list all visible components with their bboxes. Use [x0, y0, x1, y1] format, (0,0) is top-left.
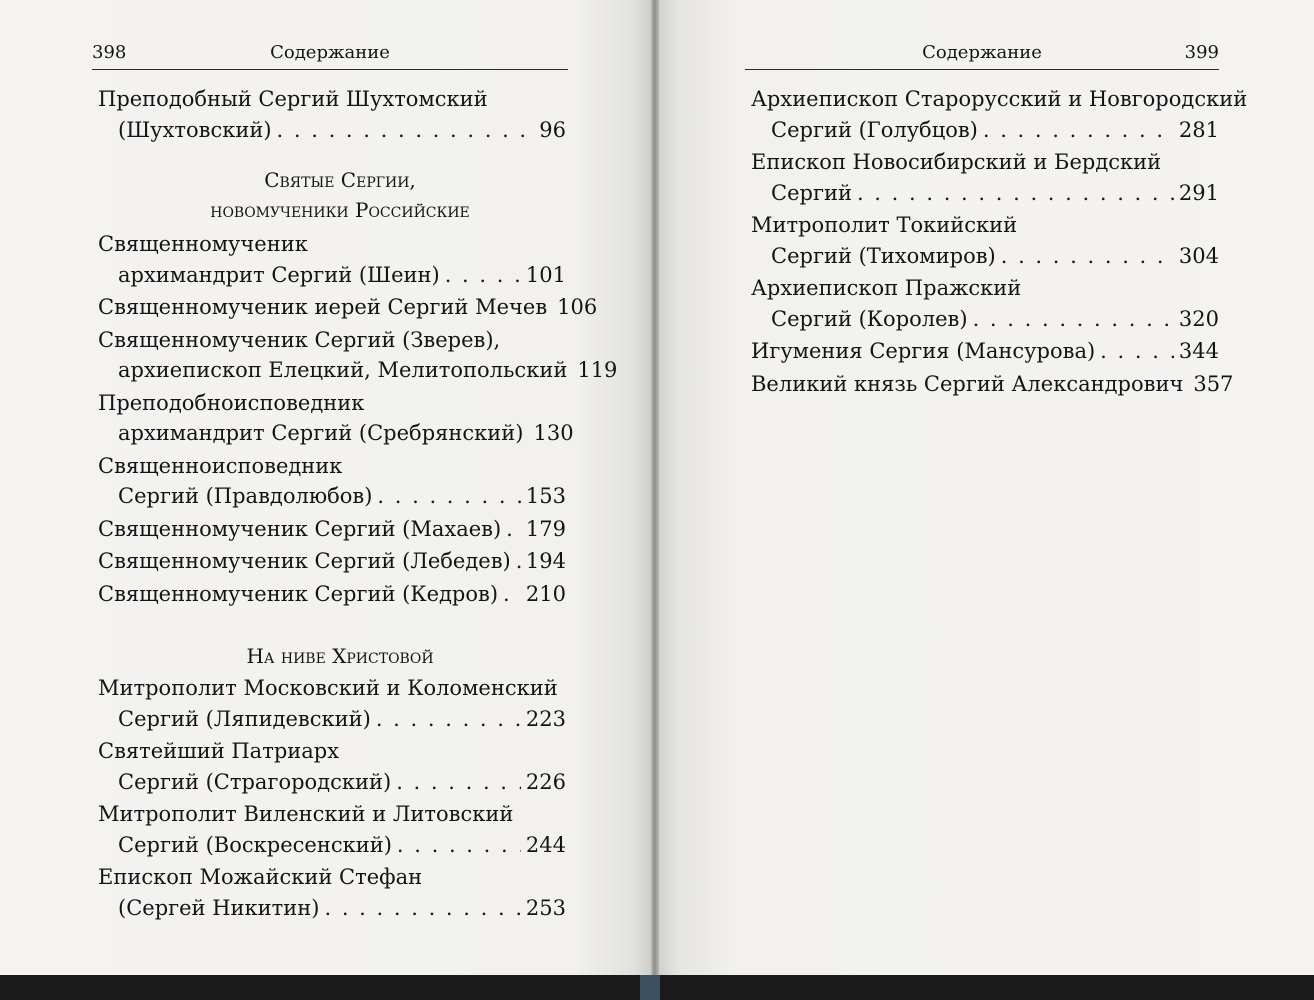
section-heading-new-martyrs — [114, 165, 566, 225]
toc-entry-line: Митрополит Московский и Коломенский — [98, 676, 558, 700]
toc-page-number: 253 — [525, 895, 566, 920]
toc-page-number: 130 — [533, 421, 574, 445]
left-page-header — [92, 42, 568, 68]
toc-entry-line: Архиепископ Старорусский и Новгородский — [751, 87, 1248, 111]
toc-entry-line: Священномученик иерей Сергий Мечев — [98, 295, 548, 319]
toc-page-number: 244 — [525, 832, 566, 857]
toc-entry-line: (Сергей Никитин) — [118, 895, 320, 920]
section-heading-line: новомученики Российские — [210, 198, 470, 222]
toc-page-number: 291 — [1178, 180, 1219, 205]
leader-dots — [1001, 241, 1174, 272]
leader-dots — [516, 546, 521, 577]
toc-entry-line: архимандрит Сергий (Сребрянский) — [118, 421, 524, 445]
toc-entry[interactable] — [98, 546, 566, 577]
toc-page-number: 153 — [525, 484, 566, 508]
toc-entry-line: Епископ Новосибирский и Бердский — [751, 150, 1162, 174]
toc-entry-line: Митрополит Токийский — [751, 213, 1018, 237]
toc-entry-line: архимандрит Сергий (Шеин) — [118, 262, 440, 287]
leader-dots — [973, 304, 1174, 335]
toc-entry[interactable] — [98, 229, 566, 290]
right-header-rule — [745, 69, 1219, 70]
left-toc — [98, 84, 618, 925]
toc-page-number: 194 — [525, 549, 566, 573]
right-running-title: Содержание — [922, 42, 1042, 63]
toc-entry-line: Сергий (Страгородский) — [118, 769, 392, 794]
toc-page-number: 106 — [557, 295, 598, 319]
toc-page-number: 226 — [525, 769, 566, 794]
toc-entry-line: Сергий (Воскресенский) — [118, 832, 392, 857]
toc-entry-line: Преподобный Сергий Шухтомский — [98, 87, 488, 111]
toc-entry[interactable] — [98, 325, 618, 386]
toc-entry-line: Сергий (Ляпидевский) — [118, 706, 371, 731]
toc-entry[interactable] — [751, 369, 1234, 400]
leader-dots — [445, 260, 521, 291]
toc-entry[interactable] — [751, 210, 1219, 271]
toc-entry-line: Игумения Сергия (Мансурова) — [751, 339, 1096, 363]
toc-entry[interactable] — [98, 514, 566, 545]
toc-entry[interactable] — [98, 451, 566, 512]
toc-page-number: 320 — [1178, 306, 1219, 331]
right-page-header — [745, 42, 1219, 68]
toc-entry-line: Епископ Можайский Стефан — [98, 865, 423, 889]
leader-dots — [396, 767, 521, 798]
book-binding — [640, 975, 660, 1000]
toc-entry-line: Сергий (Правдолюбов) — [118, 484, 373, 508]
toc-entry[interactable] — [751, 84, 1248, 145]
toc-page-number: 101 — [525, 262, 566, 287]
toc-entry[interactable] — [98, 862, 566, 923]
toc-entry-line: Сергий (Тихомиров) — [771, 243, 996, 268]
toc-page-number: 96 — [539, 117, 566, 142]
leader-dots — [324, 893, 520, 924]
toc-entry-line: Преподобноисповедник — [98, 390, 365, 415]
toc-entry[interactable] — [98, 799, 566, 860]
right-page-number: 399 — [1184, 42, 1219, 63]
toc-entry[interactable] — [751, 147, 1219, 208]
toc-entry[interactable] — [98, 736, 566, 797]
toc-entry-line: Священномученик — [98, 232, 308, 256]
leader-dots — [377, 481, 521, 512]
section-heading-line: Святые Сергии, — [264, 168, 416, 192]
toc-entry-line: Сергий (Голубцов) — [771, 117, 978, 142]
toc-page-number: 357 — [1193, 371, 1234, 396]
toc-entry-line: Священномученик Сергий (Зверев), — [98, 327, 501, 352]
left-header-rule — [92, 69, 568, 70]
toc-page-number: 304 — [1178, 243, 1219, 268]
toc-entry-line: Великий князь Сергий Александрович — [751, 371, 1184, 396]
leader-dots — [506, 514, 521, 545]
leader-dots — [277, 115, 535, 146]
toc-entry-line: Святейший Патриарх — [98, 739, 340, 763]
toc-page-number: 210 — [525, 581, 566, 606]
book-gutter — [651, 0, 659, 975]
toc-entry[interactable] — [98, 292, 598, 323]
toc-entry-line: Сергий (Королев) — [771, 306, 968, 331]
toc-page-number: 179 — [525, 516, 566, 541]
toc-entry-line: Священноисповедник — [98, 453, 343, 478]
leader-dots — [397, 830, 521, 861]
toc-page-number: 119 — [577, 358, 618, 382]
right-page — [659, 0, 1314, 975]
left-page — [0, 0, 651, 975]
left-page-number: 398 — [92, 42, 127, 63]
toc-page-number: 344 — [1178, 339, 1219, 363]
toc-entry[interactable] — [98, 84, 566, 145]
toc-entry-line: Митрополит Виленский и Литовский — [98, 802, 514, 826]
leader-dots — [503, 579, 521, 610]
toc-page-number: 281 — [1178, 117, 1219, 142]
left-running-title: Содержание — [270, 42, 390, 63]
toc-entry[interactable] — [751, 336, 1219, 367]
leader-dots — [857, 178, 1174, 209]
toc-entry[interactable] — [98, 673, 566, 734]
toc-entry[interactable] — [98, 579, 566, 610]
leader-dots — [376, 704, 521, 735]
toc-entry-line: Священномученик Сергий (Лебедев) — [98, 549, 511, 573]
toc-entry-line: Священномученик Сергий (Кедров) — [98, 581, 499, 606]
right-toc — [751, 84, 1248, 401]
toc-entry-line: Сергий — [771, 180, 852, 205]
toc-page-number: 223 — [525, 706, 566, 731]
toc-entry-line: Архиепископ Пражский — [751, 276, 1022, 300]
toc-entry-line: (Шухтовский) — [118, 117, 272, 142]
leader-dots — [1100, 336, 1174, 367]
toc-entry[interactable] — [98, 388, 574, 449]
leader-dots — [983, 115, 1174, 146]
toc-entry-line: Священномученик Сергий (Махаев) — [98, 516, 502, 541]
section-heading-field-of-christ — [114, 641, 566, 671]
section-heading-line: На ниве Христовой — [246, 644, 434, 668]
toc-entry-line: архиепископ Елецкий, Мелитопольский — [118, 358, 568, 382]
toc-entry[interactable] — [751, 273, 1219, 334]
